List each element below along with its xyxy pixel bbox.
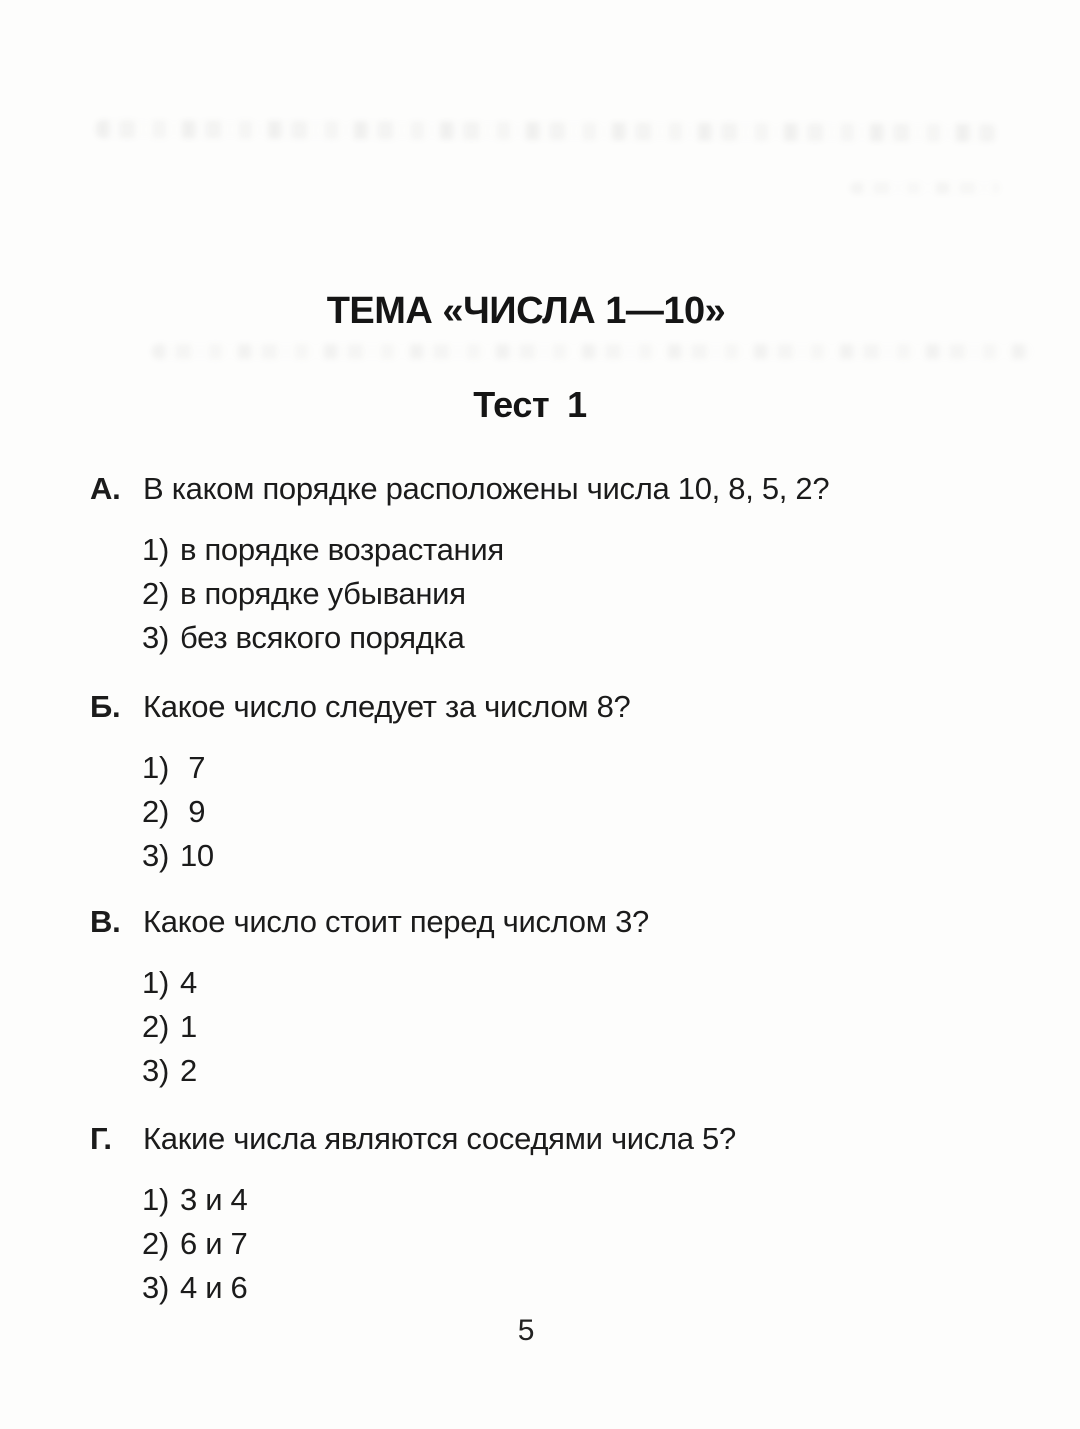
page-title: ТЕМА «ЧИСЛА 1—10» xyxy=(326,290,726,332)
answer-option xyxy=(142,1266,1030,1310)
option-text: 4 и 6 xyxy=(179,1270,248,1305)
option-text: 2 xyxy=(179,1053,197,1088)
question-text: Какие числа являются соседями числа 5? xyxy=(143,1121,736,1156)
question-a xyxy=(90,470,1030,660)
question-g xyxy=(90,1120,1030,1310)
option-number: 1) xyxy=(142,750,169,785)
option-number: 2) xyxy=(142,794,169,829)
answer-option xyxy=(142,528,1030,572)
option-text: 3 и 4 xyxy=(179,1182,248,1217)
answer-option xyxy=(142,1005,1030,1049)
option-text: 1 xyxy=(179,1009,197,1044)
answer-option xyxy=(142,1178,1030,1222)
option-number: 2) xyxy=(142,1009,169,1044)
option-number: 1) xyxy=(142,532,169,567)
answer-option xyxy=(142,961,1030,1005)
title-block xyxy=(0,290,1080,333)
option-text: 4 xyxy=(179,965,197,1000)
answer-options xyxy=(142,746,1030,878)
question-v xyxy=(90,903,1030,1093)
question-text: Какое число стоит перед числом 3? xyxy=(143,904,649,939)
option-text: в порядке возрастания xyxy=(179,532,504,567)
ink-bleed-artifact xyxy=(152,344,1032,359)
question-label: В. xyxy=(90,904,121,939)
answer-option xyxy=(142,1049,1030,1093)
answer-option xyxy=(142,746,1030,790)
answer-options xyxy=(142,1178,1030,1310)
ink-bleed-artifact xyxy=(96,120,996,142)
option-text: в порядке убывания xyxy=(179,576,466,611)
answer-option xyxy=(142,572,1030,616)
answer-options xyxy=(142,961,1030,1093)
question-text: В каком порядке расположены числа 10, 8, 5, 2? xyxy=(143,471,830,506)
question-label: Б. xyxy=(90,689,121,724)
ink-bleed-artifact xyxy=(850,182,1000,194)
question-text: Какое число следует за числом 8? xyxy=(143,689,631,724)
answer-option xyxy=(142,834,1030,878)
option-number: 1) xyxy=(142,965,169,1000)
answer-option xyxy=(142,616,1030,660)
option-text: без всякого порядка xyxy=(179,620,465,655)
question-b xyxy=(90,688,1030,878)
option-number: 2) xyxy=(142,1226,169,1261)
test-subtitle: Тест 1 xyxy=(473,384,587,425)
option-number: 3) xyxy=(142,1053,169,1088)
option-number: 2) xyxy=(142,576,169,611)
question-label: Г. xyxy=(90,1121,112,1156)
option-number: 1) xyxy=(142,1182,169,1217)
option-number: 3) xyxy=(142,838,169,873)
option-text: 6 и 7 xyxy=(179,1226,248,1261)
option-text: 7 xyxy=(179,750,206,785)
option-number: 3) xyxy=(142,1270,169,1305)
question-label: А. xyxy=(90,471,121,506)
option-text: 9 xyxy=(179,794,206,829)
subtitle-block xyxy=(0,384,1080,426)
option-text: 10 xyxy=(179,838,214,873)
answer-option xyxy=(142,790,1030,834)
answer-options xyxy=(142,528,1030,660)
option-number: 3) xyxy=(142,620,169,655)
answer-option xyxy=(142,1222,1030,1266)
page-number: 5 xyxy=(517,1314,535,1347)
